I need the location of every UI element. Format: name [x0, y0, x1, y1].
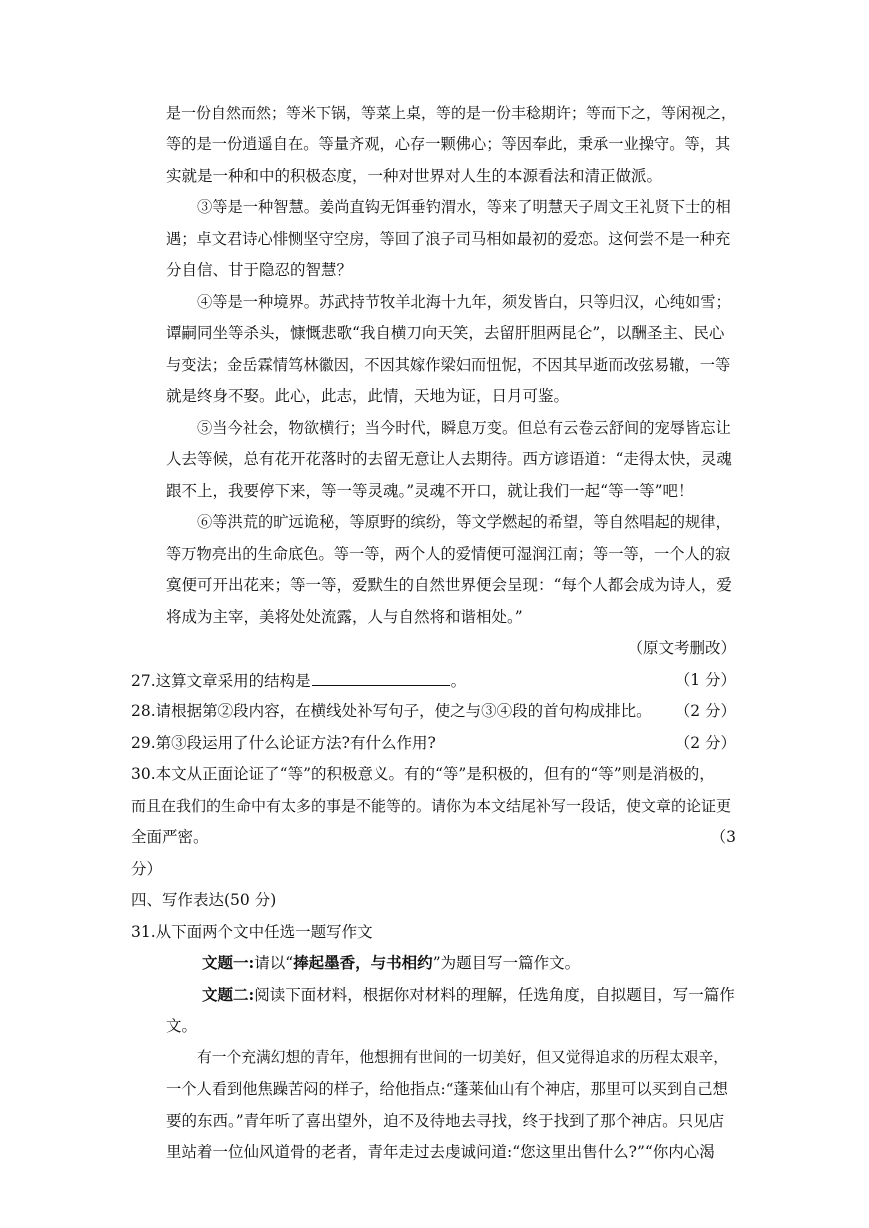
- passage-line: 分自信、甘于隐忍的智慧？: [166, 261, 353, 279]
- question-30-line: 30.本文从正面论证了“等”的积极意义。有的“等”是积极的，但有的“等”则是消极的，: [131, 765, 715, 783]
- topic-two-line: 文。: [166, 1017, 198, 1035]
- passage-line: ⑤当今社会，物欲横行；当今时代，瞬息万变。但总有云卷云舒间的宠辱皆忘让: [197, 419, 731, 437]
- question-28: 28.请根据第②段内容，在横线处补写句子，使之与③④段的首句构成排比。: [131, 702, 652, 720]
- passage-line: 实就是一种和中的积极态度，一种对世界对人生的本源看法和清正做派。: [166, 167, 663, 185]
- question-30-score: （3: [710, 828, 736, 846]
- passage-line: ④等是一种境界。苏武持节牧羊北海十九年，须发皆白，只等归汉，心纯如雪；: [197, 293, 731, 311]
- section-heading: 四、写作表达(50 分): [131, 891, 277, 909]
- topic-one-pre: 请以“: [254, 954, 294, 972]
- passage-line: 人去等候，总有花开花落时的去留无意让人去期待。西方谚语道：“走得太快，灵魂: [166, 450, 732, 468]
- question-30-line: 全面严密。: [131, 828, 209, 846]
- passage-line: ③等是一种智慧。姜尚直钩无饵垂钓渭水，等来了明慧天子周文王礼贤下士的相: [197, 198, 731, 216]
- passage-line: 将成为主宰，美将处处流露，人与自然将和谐相处。”: [166, 608, 523, 626]
- question-30-score-cont: 分）: [131, 860, 163, 878]
- material-line: 有一个充满幻想的青年，他想拥有世间的一切美好，但又觉得追求的历程太艰辛，: [197, 1049, 728, 1066]
- topic-two: [202, 985, 735, 1005]
- topic-one-post: ”为题目写一篇作文。: [432, 954, 581, 972]
- question-29-score: （2 分）: [674, 734, 736, 752]
- question-27-end: 。: [450, 672, 467, 690]
- answer-blank[interactable]: [312, 670, 450, 686]
- passage-line: 等万物亮出的生命底色。等一等，两个人的爱情便可湿润江南；等一等，一个人的寂: [166, 545, 731, 563]
- question-27-score: （1 分）: [674, 671, 736, 689]
- passage-line: 就是终身不娶。此心，此志，此情，天地为证，日月可鉴。: [166, 387, 570, 405]
- topic-two-text: 阅读下面材料，根据你对材料的理解，任选角度，自拟题目，写一篇作: [254, 986, 735, 1004]
- material-line: 要的东西。”青年听了喜出望外，迫不及待地去寻找，终于找到了那个神店。只见店: [166, 1112, 725, 1130]
- question-30-line: 而且在我们的生命中有太多的事是不能等的。请你为本文结尾补写一段话，使文章的论证更: [131, 797, 732, 815]
- topic-one-label: 文题一:: [202, 953, 255, 972]
- question-28-score: （2 分）: [674, 702, 736, 720]
- topic-two-label: 文题二:: [202, 985, 255, 1004]
- question-27: [131, 670, 466, 691]
- question-27-text: 27.这算文章采用的结构是: [131, 672, 311, 690]
- question-31: 31.从下面两个文中任选一题写作文: [131, 923, 373, 941]
- passage-line: ⑥等洪荒的旷远诡秘，等原野的缤纷，等文学燃起的希望，等自然唱起的规律，: [197, 513, 731, 531]
- material-line: 里站着一位仙风道骨的老者，青年走过去虔诚问道:“您这里出售什么?”“你内心渴: [166, 1143, 715, 1161]
- passage-line: 遇；卓文君诗心悱恻坚守空房，等回了浪子司马相如最初的爱恋。这何尝不是一种充: [166, 230, 731, 248]
- source-note: （原文考删改）: [627, 639, 736, 657]
- passage-line: 是一份自然而然；等米下锅，等菜上桌，等的是一份丰稔期许；等而下之，等闲视之，: [166, 104, 737, 122]
- passage-line: 寞便可开出花来；等一等，爱默生的自然世界便会呈现：“每个人都会成为诗人，爱: [166, 576, 732, 594]
- passage-line: 谭嗣同坐等杀头，慷慨悲歌“我自横刀向天笑，去留肝胆两昆仑”，以酬圣主、民心: [166, 324, 725, 342]
- passage-line: 跟不上，我要停下来，等一等灵魂。”灵魂不开口，就让我们一起“等一等”吧！: [166, 482, 694, 500]
- material-line: 一个人看到他焦躁苦闷的样子，给他指点:“蓬莱仙山有个神店，那里可以买到自己想: [166, 1080, 728, 1098]
- question-29: 29.第③段运用了什么论证方法?有什么作用?: [131, 734, 436, 752]
- passage-line: 等的是一份逍遥自在。等量齐观，心存一颗佛心；等因奉此，秉承一业操守。等，其: [166, 135, 731, 153]
- topic-one: [202, 953, 580, 973]
- passage-line: 与变法；金岳霖情笃林徽因，不因其嫁作梁妇而忸怩，不因其早逝而改弦易辙，一等: [166, 356, 731, 374]
- topic-one-title: 捧起墨香，与书相约: [293, 953, 433, 972]
